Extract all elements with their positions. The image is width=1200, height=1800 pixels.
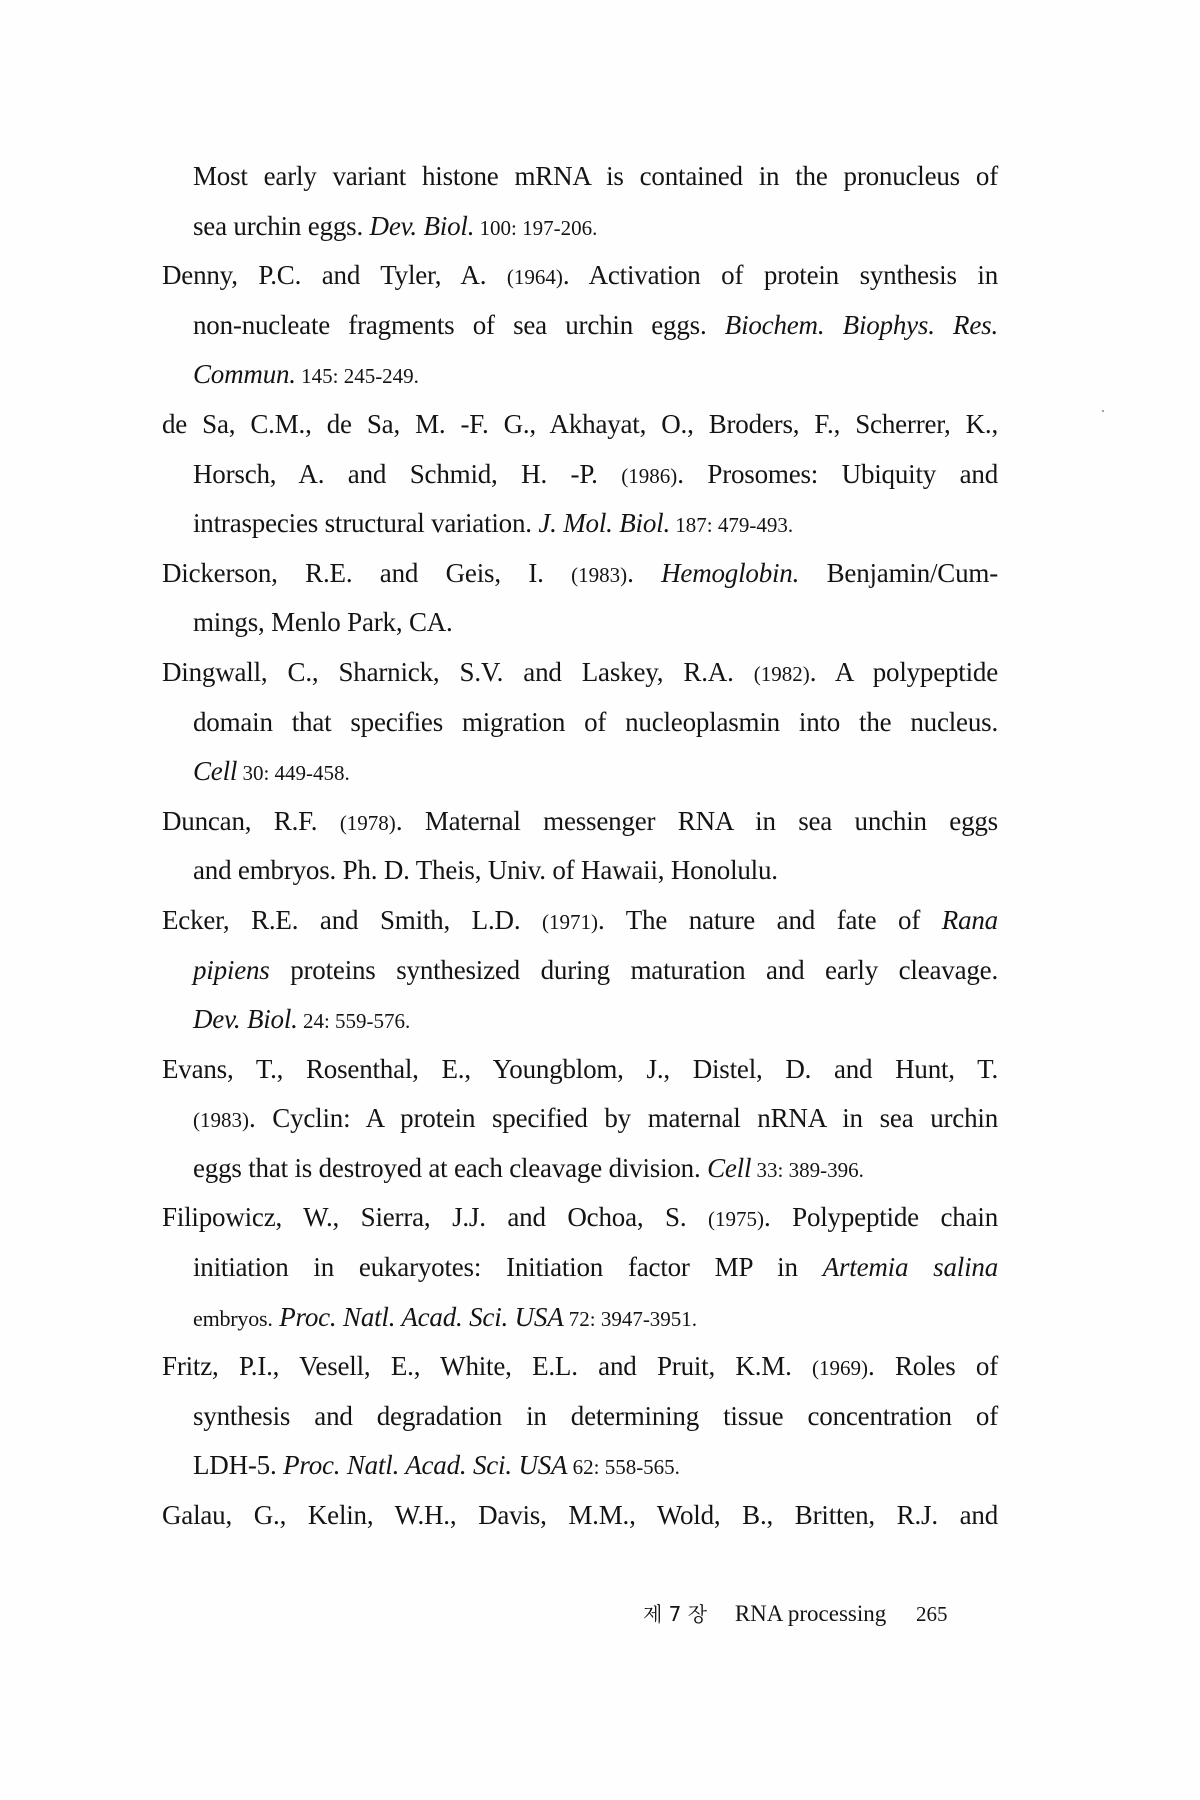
reference-continuation-line <box>162 1144 998 1194</box>
reference-text: mings, Menlo Park, CA. <box>193 607 453 638</box>
reference-text: eggs that is destroyed at each cleavage division. <box>193 1152 708 1183</box>
citation-numbers: (1964) <box>506 265 563 290</box>
reference-text: . Roles of <box>868 1351 998 1382</box>
reference-continuation-line <box>162 747 998 797</box>
reference-text: . Polypeptide chain <box>763 1202 998 1233</box>
reference-text: de Sa, C.M., de Sa, M. -F. G., Akhayat, O., Broders, F., Scherrer, K., <box>162 408 998 439</box>
reference-continuation-line <box>162 846 998 896</box>
reference-text: Benjamin/Cum- <box>799 557 999 588</box>
scan-speck <box>1102 410 1104 412</box>
reference-entry-start <box>162 797 998 847</box>
reference-entry-start <box>162 549 998 599</box>
page-footer <box>643 1598 948 1627</box>
reference-continuation-line <box>162 946 998 996</box>
citation-numbers: (1983) <box>571 562 628 587</box>
reference-continuation-line <box>162 152 998 202</box>
reference-text: . The nature and fate of <box>598 904 942 935</box>
italic-text: Dev. Biol. <box>193 1004 298 1035</box>
reference-text: Ecker, R.E. and Smith, L.D. <box>162 904 543 935</box>
reference-entry-start <box>162 896 998 946</box>
reference-text: Dickerson, R.E. and Geis, I. <box>162 557 572 588</box>
reference-text: Duncan, R.F. <box>162 805 340 836</box>
reference-entry-start <box>162 1491 998 1541</box>
reference-text: and embryos. Ph. D. Theis, Univ. of Hawaii, Honolulu. <box>193 855 778 886</box>
running-title: RNA processing <box>734 1601 887 1626</box>
reference-entry-start <box>162 251 998 301</box>
citation-numbers: (1982) <box>753 661 810 686</box>
italic-text: Proc. Natl. Acad. Sci. USA <box>283 1450 568 1481</box>
reference-continuation-line <box>162 301 998 351</box>
italic-text: Proc. Natl. Acad. Sci. USA <box>272 1301 564 1332</box>
reference-text: initiation in eukaryotes: Initiation factor MP in <box>193 1252 823 1283</box>
citation-numbers: (1986) <box>621 463 678 488</box>
reference-text: . A polypeptide <box>809 656 998 687</box>
reference-entry-start <box>162 1045 998 1095</box>
citation-numbers: 33: 389-396. <box>751 1157 864 1182</box>
reference-text: . Prosomes: Ubiquity and <box>677 458 998 489</box>
reference-continuation-line <box>162 499 998 549</box>
reference-text: Evans, T., Rosenthal, E., Youngblom, J., Distel, D. and Hunt, T. <box>162 1053 998 1084</box>
citation-numbers: 72: 3947-3951. <box>563 1306 698 1331</box>
reference-text: Dingwall, C., Sharnick, S.V. and Laskey, R.A. <box>162 656 754 687</box>
italic-text: Hemoglobin. <box>661 557 800 588</box>
reference-text: . Activation of protein synthesis in <box>562 260 998 291</box>
italic-text: Commun. <box>193 359 296 390</box>
reference-continuation-line <box>162 1441 998 1491</box>
reference-text: synthesis and degradation in determining tissue concentration of <box>193 1400 998 1431</box>
italic-text: Rana <box>941 904 998 935</box>
reference-text: domain that specifies migration of nucleoplasmin into the nucleus. <box>193 706 998 737</box>
citation-numbers: 145: 245-249. <box>295 364 419 389</box>
reference-text: embryos. <box>193 1305 273 1331</box>
reference-text: Galau, G., Kelin, W.H., Davis, M.M., Wold, B., Britten, R.J. and <box>162 1500 998 1531</box>
reference-continuation-line <box>162 698 998 748</box>
italic-text: Biochem. Biophys. Res. <box>724 309 998 340</box>
citation-numbers: (1983) <box>193 1108 249 1133</box>
reference-text: Fritz, P.I., Vesell, E., White, E.L. and Pruit, K.M. <box>162 1351 813 1382</box>
italic-text: J. Mol. Biol. <box>538 508 670 539</box>
reference-continuation-line <box>162 202 998 252</box>
reference-text: Filipowicz, W., Sierra, J.J. and Ochoa, S. <box>162 1202 708 1233</box>
reference-continuation-line <box>162 1094 998 1144</box>
reference-entry-start <box>162 648 998 698</box>
italic-text: Artemia salina <box>822 1252 998 1283</box>
citation-numbers: 30: 449-458. <box>237 761 350 786</box>
reference-continuation-line <box>162 350 998 400</box>
citation-numbers: (1975) <box>707 1207 764 1232</box>
reference-continuation-line <box>162 598 998 648</box>
reference-text: proteins synthesized during maturation and early cleavage. <box>269 954 998 985</box>
reference-entry-start <box>162 1193 998 1243</box>
citation-numbers: (1971) <box>542 909 599 934</box>
reference-text: Denny, P.C. and Tyler, A. <box>162 260 507 291</box>
italic-text: Dev. Biol. <box>369 210 475 241</box>
reference-text: intraspecies structural variation. <box>193 508 539 539</box>
citation-numbers: 62: 558-565. <box>567 1455 680 1480</box>
citation-numbers: (1978) <box>339 810 396 835</box>
reference-text: non-nucleate fragments of sea urchin eggs. <box>193 309 725 340</box>
reference-text: . <box>627 557 662 588</box>
reference-text: . Maternal messenger RNA in sea unchin eggs <box>395 805 998 836</box>
reference-continuation-line <box>162 1293 998 1343</box>
italic-text: Cell <box>193 756 238 787</box>
reference-entry-start <box>162 400 998 450</box>
reference-continuation-line <box>162 450 998 500</box>
reference-text: LDH-5. <box>193 1450 284 1481</box>
citation-numbers: 187: 479-493. <box>670 513 794 538</box>
citation-numbers: 100: 197-206. <box>474 215 598 240</box>
reference-continuation-line <box>162 995 998 1045</box>
italic-text: Cell <box>707 1152 752 1183</box>
reference-continuation-line <box>162 1243 998 1293</box>
page-number: 265 <box>916 1602 948 1626</box>
reference-text: sea urchin eggs. <box>193 210 370 241</box>
reference-entry-start <box>162 1342 998 1392</box>
reference-text: . Cyclin: A protein specified by maternal nRNA in sea urchin <box>249 1103 998 1134</box>
reference-text: Most early variant histone mRNA is contained in the pronucleus of <box>193 161 998 191</box>
reference-continuation-line <box>162 1392 998 1442</box>
chapter-label: 제 7 장 <box>643 1602 708 1626</box>
italic-text: pipiens <box>193 954 270 985</box>
citation-numbers: 24: 559-576. <box>297 1009 411 1034</box>
citation-numbers: (1969) <box>812 1356 869 1381</box>
reference-list <box>162 152 998 1541</box>
reference-text: Horsch, A. and Schmid, H. -P. <box>193 458 622 489</box>
